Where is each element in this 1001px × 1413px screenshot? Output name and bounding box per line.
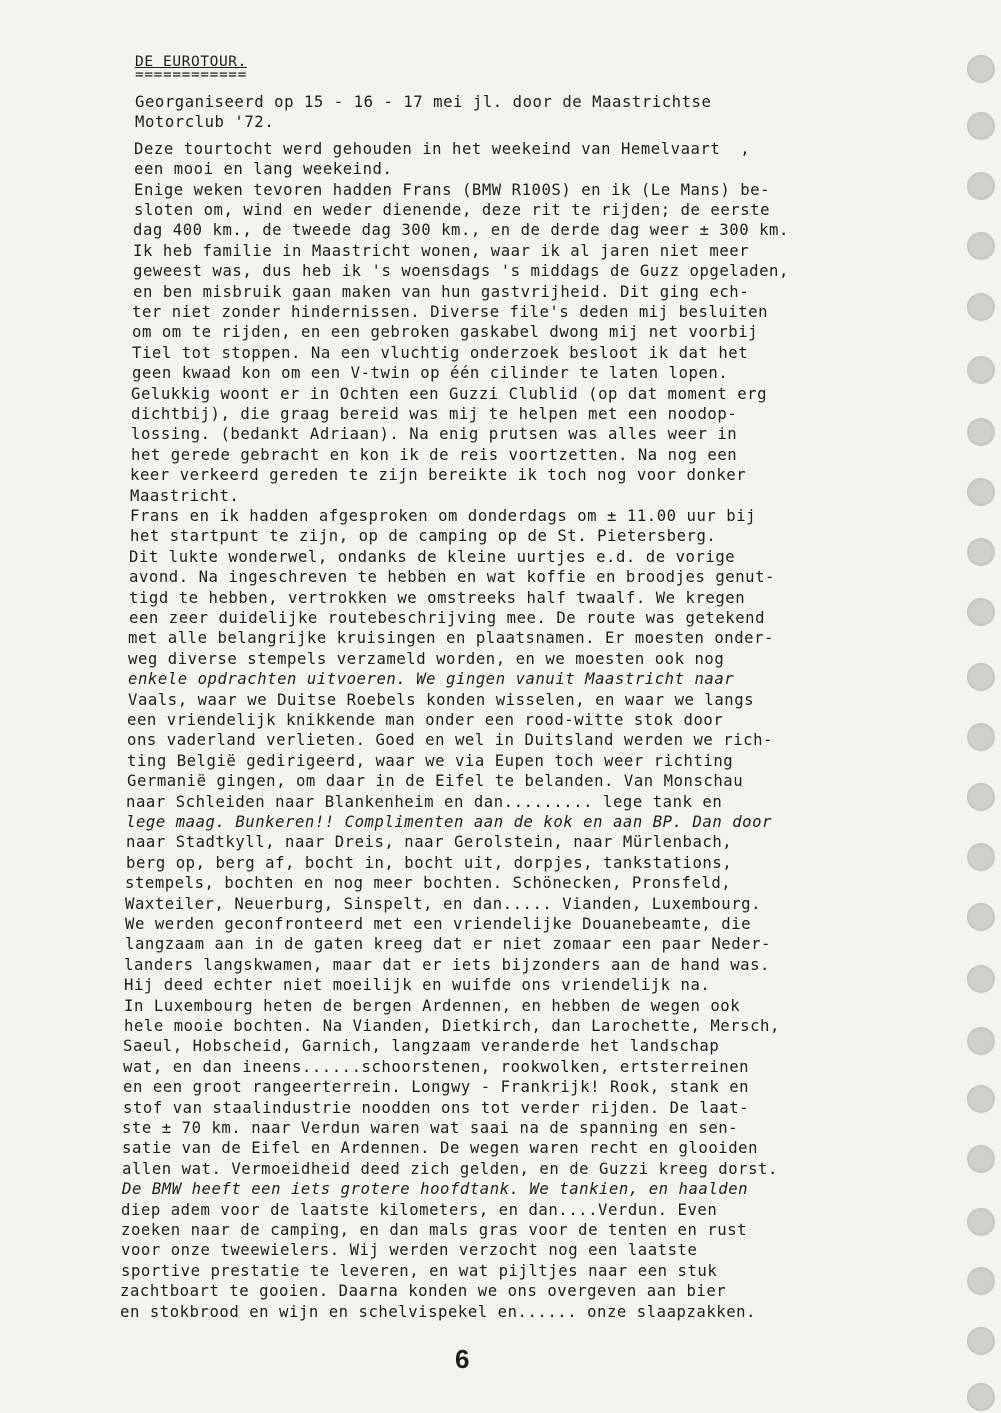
binder-hole <box>967 538 995 566</box>
text-line: enkele opdrachten uitvoeren. We gingen vanuit Maastricht naar <box>128 670 735 688</box>
text-line: om om te rijden, en een gebroken gaskabel dwong mij net voorbij <box>132 323 759 341</box>
text-line: landers langskwamen, maar dat er iets bijzonders aan de hand was. <box>124 956 770 974</box>
text-line: ons vaderland verlieten. Goed en wel in Duitsland werden we rich- <box>127 731 773 749</box>
binder-hole <box>967 1327 995 1355</box>
binder-hole <box>967 903 995 931</box>
text-line: een zeer duidelijke routebeschrijving mee. De route was getekend <box>129 609 766 627</box>
text-line: Saeul, Hobscheid, Garnich, langzaam veranderde het landschap <box>123 1037 720 1055</box>
text-line: zachtboart te gooien. Daarna konden we ons overgeven aan bier <box>120 1282 727 1300</box>
text-line: avond. Na ingeschreven te hebben en wat koffie en broodjes genut- <box>129 568 775 586</box>
text-line: De BMW heeft een iets grotere hoofdtank. We tankien, en haalden <box>122 1180 749 1198</box>
text-line: een vriendelijk knikkende man onder een rood-witte stok door <box>127 711 724 729</box>
text-line: Dit lukte wonderwel, ondanks de kleine uurtjes e.d. de vorige <box>129 548 736 566</box>
text-line: voor onze tweewielers. Wij werden verzocht nog een laatste <box>121 1241 698 1259</box>
text-line: geen kwaad kon om een V-twin op één cilinder te laten lopen. <box>132 364 729 382</box>
binder-hole <box>967 598 995 626</box>
text-line: Vaals, waar we Duitse Roebels konden wisselen, en waar we langs <box>128 691 755 709</box>
text-line: lege maag. Bunkeren!! Complimenten aan de kok en aan BP. Dan door <box>126 813 772 831</box>
text-line: met alle belangrijke kruisingen en plaatsnamen. Er moesten onder- <box>128 629 774 647</box>
text-line: diep adem voor de laatste kilometers, en dan....Verdun. Even <box>121 1201 718 1219</box>
binder-hole <box>967 1027 995 1055</box>
binder-hole <box>967 1145 995 1173</box>
text-line: Deze tourtocht werd gehouden in het weekeind van Hemelvaart , <box>134 140 751 158</box>
text-line: Motorclub '72. <box>135 113 275 131</box>
text-line: tigd te hebben, vertrokken we omstreeks half twaalf. We kregen <box>129 589 746 607</box>
text-line: Gelukkig woont er in Ochten een Guzzi Clublid (op dat moment erg <box>131 385 768 403</box>
text-line: allen wat. Vermoeidheid deed zich gelden, en de Guzzi kreeg dorst. <box>122 1160 778 1178</box>
text-line: ting België gedirigeerd, waar we via Eupen toch weer richting <box>127 752 734 770</box>
text-line: naar Stadtkyll, naar Dreis, naar Gerolstein, naar Mürlenbach, <box>126 833 733 851</box>
binder-hole <box>967 783 995 811</box>
text-line: keer verkeerd gereden te zijn bereikte ik toch nog voor donker <box>130 466 747 484</box>
text-line: lossing. (bedankt Adriaan). Na enig prutsen was alles weer in <box>131 425 738 443</box>
text-line: ste ± 70 km. naar Verdun waren wat saai na de spanning en sen- <box>122 1119 739 1137</box>
text-line: een mooi en lang weekeind. <box>134 160 393 178</box>
title-underline: ============ <box>135 67 247 83</box>
text-line: Ik heb familie in Maastricht wonen, waar ik al jaren niet meer <box>133 242 750 260</box>
text-line: Enige weken tevoren hadden Frans (BMW R100S) en ik (Le Mans) be- <box>134 181 771 199</box>
binder-hole <box>967 663 995 691</box>
text-line: Waxteiler, Neuerburg, Sinspelt, en dan..... Vianden, Luxembourg. <box>125 895 762 913</box>
text-line: Georganiseerd op 15 - 16 - 17 mei jl. door de Maastrichtse <box>135 93 712 111</box>
binder-hole <box>967 356 995 384</box>
text-line: langzaam aan in de gaten kreeg dat er niet zomaar een paar Neder- <box>125 935 771 953</box>
binder-hole <box>967 232 995 260</box>
binder-hole <box>967 172 995 200</box>
text-line: zoeken naar de camping, en dan mals gras voor de tenten en rust <box>121 1221 748 1239</box>
text-line: ter niet zonder hindernissen. Diverse file's deden mij besluiten <box>132 303 769 321</box>
binder-hole <box>967 418 995 446</box>
text-line: het gerede gebracht en kon ik de reis voortzetten. Na nog een <box>131 446 738 464</box>
text-line: Maastricht. <box>130 487 240 505</box>
text-line: Tiel tot stoppen. Na een vluchtig onderzoek besloot ik dat het <box>132 344 749 362</box>
binder-hole <box>967 478 995 506</box>
binder-holes <box>961 0 1001 1413</box>
text-line: dichtbij), die graag bereid was mij te helpen met een noodop- <box>131 405 738 423</box>
text-line: Germanië gingen, om daar in de Eifel te belanden. Van Monschau <box>127 772 744 790</box>
page-number: 6 <box>455 1344 470 1374</box>
text-line: stof van staalindustrie noodden ons tot verder rijden. De laat- <box>123 1099 750 1117</box>
text-line: sloten om, wind en weder dienende, deze rit te rijden; de eerste <box>134 201 771 219</box>
binder-hole <box>967 112 995 140</box>
text-line: en stokbrood en wijn en schelvispekel en...... onze slaapzakken. <box>120 1303 757 1321</box>
text-line: We werden geconfronteerd met een vriendelijke Douanebeamte, die <box>125 915 752 933</box>
text-line: stempels, bochten en nog meer bochten. Schönecken, Pronsfeld, <box>125 874 732 892</box>
text-line: sportive prestatie te leveren, en wat pijltjes naar een stuk <box>121 1262 718 1280</box>
binder-hole <box>967 843 995 871</box>
text-line: Frans en ik hadden afgesproken om donderdags om ± 11.00 uur bij <box>130 507 757 525</box>
text-line: naar Schleiden naar Blankenheim en dan......... lege tank en <box>126 793 723 811</box>
binder-hole <box>967 1383 995 1411</box>
text-line: geweest was, dus heb ik 's woensdags 's middags de Guzz opgeladen, <box>133 262 789 280</box>
text-line: weg diverse stempels verzameld worden, en we moesten ook nog <box>128 650 725 668</box>
text-line: en ben misbruik gaan maken van hun gastvrijheid. Dit ging ech- <box>133 283 750 301</box>
binder-hole <box>967 965 995 993</box>
binder-hole <box>967 55 995 83</box>
text-line: hele mooie bochten. Na Vianden, Dietkirch, dan Larochette, Mersch, <box>124 1017 780 1035</box>
article-title: DE EUROTOUR. <box>135 54 247 70</box>
binder-hole <box>967 1208 995 1236</box>
binder-hole <box>967 723 995 751</box>
text-line: In Luxembourg heten de bergen Ardennen, en hebben de wegen ook <box>124 997 741 1015</box>
binder-hole <box>967 1267 995 1295</box>
text-line: Hij deed echter niet moeilijk en wuifde ons vriendelijk na. <box>124 976 711 994</box>
text-line: berg op, berg af, bocht in, bocht uit, dorpjes, tankstations, <box>126 854 733 872</box>
text-line: dag 400 km., de tweede dag 300 km., en de derde dag weer ± 300 km. <box>133 221 789 239</box>
text-line: en een groot rangeerterrein. Longwy - Frankrijk! Rook, stank en <box>123 1078 750 1096</box>
binder-hole <box>967 293 995 321</box>
binder-hole <box>967 1085 995 1113</box>
text-line: wat, en dan ineens......schoorstenen, rookwolken, ertsterreinen <box>123 1058 750 1076</box>
text-line: satie van de Eifel en Ardennen. De wegen waren recht en glooiden <box>122 1139 759 1157</box>
text-line: het startpunt te zijn, op de camping op de St. Pietersberg. <box>130 527 717 545</box>
